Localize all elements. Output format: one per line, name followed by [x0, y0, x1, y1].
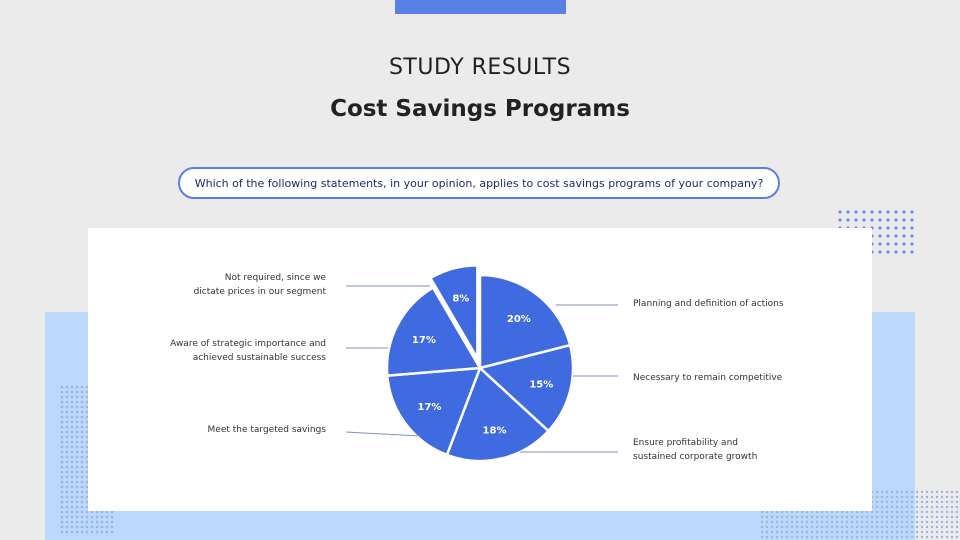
slice-percent-label: 18%	[482, 425, 507, 437]
slice-category-label: Not required, since we	[224, 273, 326, 283]
page-title: Cost Savings Programs	[330, 96, 630, 122]
supertitle: STUDY RESULTS	[388, 55, 572, 80]
slice-category-label: sustained corporate growth	[633, 452, 758, 462]
question-box: Which of the following statements, in your opinion, applies to cost savings programs of your company?	[178, 167, 780, 199]
slice-category-label: Meet the targeted savings	[207, 425, 326, 435]
slice-category-label: dictate prices in our segment	[193, 287, 326, 297]
slice-percent-label: 17%	[417, 402, 442, 414]
slice-category-label: Planning and definition of actions	[633, 299, 784, 309]
slice-category-label: Aware of strategic importance and	[170, 339, 326, 349]
slice-category-label: Ensure profitability and	[633, 438, 738, 448]
slice-category-label: Necessary to remain competitive	[633, 373, 783, 383]
slice-percent-label: 20%	[506, 314, 531, 326]
slice-percent-label: 17%	[411, 334, 436, 346]
slice-percent-label: 8%	[452, 293, 470, 305]
slice-category-label: achieved sustainable success	[192, 353, 326, 363]
slice-percent-label: 15%	[529, 379, 554, 391]
leader-line	[346, 432, 420, 436]
